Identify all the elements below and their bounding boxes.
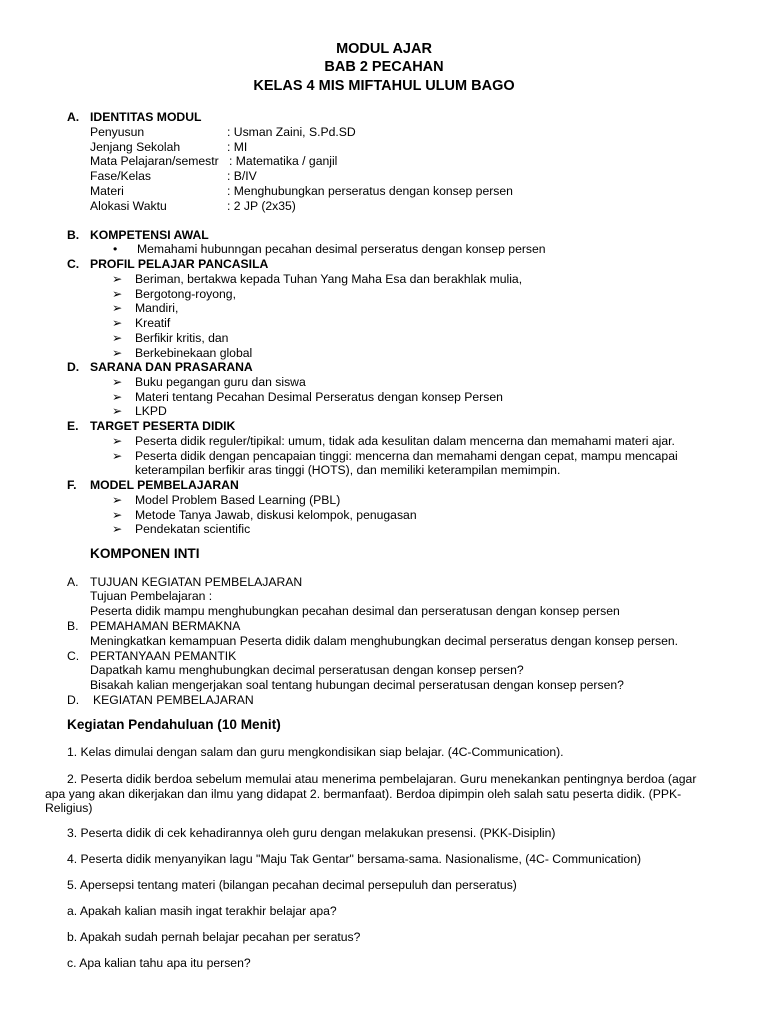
paragraph: b. Apakah sudah pernah belajar pecahan per seratus? [67,930,361,944]
list-item: Beriman, bertakwa kepada Tuhan Yang Maha Esa dan berakhlak mulia, [135,272,523,286]
section-letter: C. [67,257,80,271]
subsection-title: KEGIATAN PEMBELAJARAN [93,693,254,707]
section-letter: A. [67,110,80,124]
list-item: Peserta didik dengan pencapaian tinggi: mencerna dan memahami dengan cepat, mampu mencapai [135,449,678,463]
subsection-title: TUJUAN KEGIATAN PEMBELAJARAN [90,575,303,589]
section-letter: E. [67,419,79,433]
arrow-bullet-icon: ➢ [112,508,123,522]
list-item: Pendekatan scientific [135,522,251,536]
list-item: LKPD [135,404,167,418]
arrow-bullet-icon: ➢ [112,287,123,301]
subsection-subtitle: Tujuan Pembelajaran : [90,589,213,603]
section-letter: A. [67,575,79,589]
identitas-value: : B/IV [227,169,257,183]
list-item: Mandiri, [135,301,179,315]
arrow-bullet-icon: ➢ [112,272,123,286]
paragraph: 1. Kelas dimulai dengan salam dan guru mengkondisikan siap belajar. (4C-Communication). [67,745,564,759]
list-item: Materi tentang Pecahan Desimal Perseratus dengan konsep Persen [135,390,503,404]
arrow-bullet-icon: ➢ [112,316,123,330]
identitas-value: : Menghubungkan perseratus dengan konsep persen [227,184,513,198]
section-letter: C. [67,649,80,663]
section-letter: B. [67,619,79,633]
arrow-bullet-icon: ➢ [112,390,123,404]
paragraph: c. Apa kalian tahu apa itu persen? [67,956,251,970]
paragraph-continuation: Religius) [45,801,93,815]
section-title: IDENTITAS MODUL [90,110,202,124]
arrow-bullet-icon: ➢ [112,493,123,507]
section-letter: B. [67,228,80,242]
list-item: Peserta didik reguler/tipikal: umum, tidak ada kesulitan dalam mencerna dan memahami materi ajar. [135,434,675,448]
arrow-bullet-icon: ➢ [112,301,123,315]
section-title: TARGET PESERTA DIDIK [90,419,236,433]
arrow-bullet-icon: ➢ [112,346,123,360]
identitas-label: Materi [90,184,124,198]
section-title: KOMPETENSI AWAL [90,228,209,242]
arrow-bullet-icon: ➢ [112,522,123,536]
list-item: Berfikir kritis, dan [135,331,229,345]
arrow-bullet-icon: ➢ [112,331,123,345]
list-item: Metode Tanya Jawab, diskusi kelompok, penugasan [135,508,417,522]
section-title: SARANA DAN PRASARANA [90,360,253,374]
paragraph: 4. Peserta didik menyanyikan lagu "Maju Tak Gentar" bersama-sama. Nasionalisme, (4C- Communication) [67,852,642,866]
list-item: Berkebinekaan global [135,346,253,360]
identitas-label: Fase/Kelas [90,169,151,183]
paragraph: 5. Apersepsi tentang materi (bilangan pecahan decimal persepuluh dan perseratus) [67,878,517,892]
section-heading: Kegiatan Pendahuluan (10 Menit) [67,717,281,732]
arrow-bullet-icon: ➢ [112,375,123,389]
list-item: Buku pegangan guru dan siswa [135,375,306,389]
paragraph: a. Apakah kalian masih ingat terakhir belajar apa? [67,904,337,918]
section-letter: D. [67,360,80,374]
paragraph: 2. Peserta didik berdoa sebelum memulai atau menerima pembelajaran. Guru menekankan pentingnya berdoa (agar [67,772,697,786]
identitas-value: : Matematika / ganjil [229,154,338,168]
subsection-title: PERTANYAAN PEMANTIK [90,649,237,663]
section-heading: KOMPONEN INTI [90,546,200,561]
doc-title-line3: KELAS 4 MIS MIFTAHUL ULUM BAGO [253,78,515,94]
identitas-label: Alokasi Waktu [90,199,167,213]
section-letter: F. [67,478,77,492]
subsection-text: Bisakah kalian mengerjakan soal tentang hubungan decimal perseratusan dengan konsep persen? [90,678,624,692]
list-item-continuation: keterampilan berfikir aras tinggi (HOTS), dan memiliki keterampilan memimpin. [135,463,561,477]
list-item: Kreatif [135,316,171,330]
section-title: MODEL PEMBELAJARAN [90,478,239,492]
arrow-bullet-icon: ➢ [112,404,123,418]
identitas-value: : Usman Zaini, S.Pd.SD [227,125,356,139]
section-title: PROFIL PELAJAR PANCASILA [90,257,269,271]
subsection-text: Peserta didik mampu menghubungkan pecahan desimal dan perseratusan dengan konsep persen [90,604,620,618]
arrow-bullet-icon: ➢ [112,434,123,448]
subsection-text: Meningkatkan kemampuan Peserta didik dalam menghubungkan decimal perseratus dengan konsep persen. [90,634,679,648]
identitas-value: : MI [227,140,248,154]
list-item: Model Problem Based Learning (PBL) [135,493,341,507]
list-item: Bergotong-royong, [135,287,236,301]
arrow-bullet-icon: ➢ [112,449,123,463]
identitas-value: : 2 JP (2x35) [227,199,296,213]
identitas-label: Mata Pelajaran/semestr [90,154,219,168]
subsection-text: Dapatkah kamu menghubungkan decimal perseratusan dengan konsep persen? [90,663,524,677]
section-letter: D. [67,693,80,707]
paragraph-continuation: apa yang akan dikerjakan dan ilmu yang didapat 2. bermanfaat). Berdoa dipimpin oleh salah satu peserta didik. (PPK- [45,787,682,801]
bullet-dot-icon: • [113,242,118,256]
paragraph: 3. Peserta didik di cek kehadirannya oleh guru dengan melakukan presensi. (PKK-Disiplin) [67,826,556,840]
subsection-title: PEMAHAMAN BERMAKNA [90,619,241,633]
identitas-label: Jenjang Sekolah [90,140,181,154]
doc-title-line1: MODUL AJAR [336,41,432,57]
doc-title-line2: BAB 2 PECAHAN [324,59,444,75]
list-item: Memahami hubunngan pecahan desimal perseratus dengan konsep persen [137,242,546,256]
identitas-label: Penyusun [90,125,145,139]
